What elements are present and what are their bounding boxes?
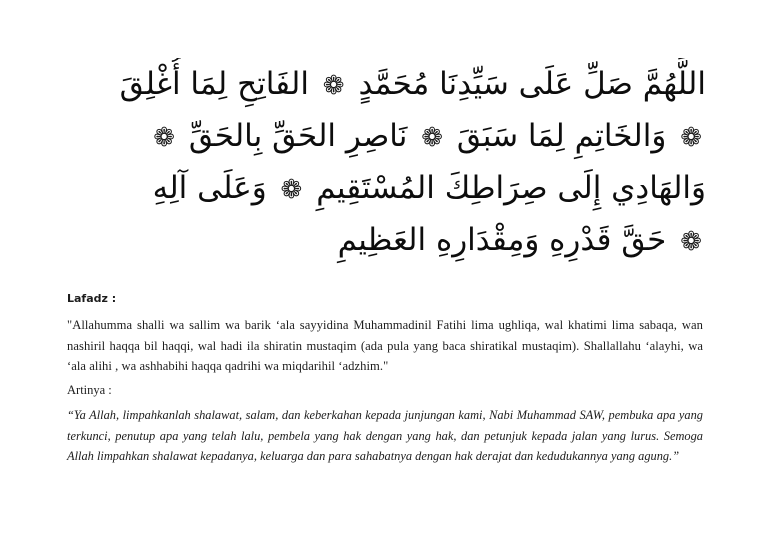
lafadz-heading: Lafadz : [67, 292, 117, 305]
flower-ornament-icon: ❁ [680, 227, 702, 257]
arabic-segment: اللَّهُمَّ صَلِّ عَلَى سَيِّدِنَا مُحَمَّدٍ [358, 66, 706, 102]
arabic-segment: نَاصِرِ الحَقِّ بِالحَقِّ [188, 118, 408, 154]
arabic-prayer [60, 58, 706, 266]
flower-ornament-icon: ❁ [322, 71, 345, 101]
arabic-line-1 [60, 58, 706, 110]
arabic-line-3 [60, 162, 706, 214]
arabic-segment: وَعَلَى آلِهِ [152, 170, 267, 206]
translation-paragraph: “Ya Allah, limpahkanlah shalawat, salam, dan keberkahan kepada junjungan kami, Nabi Muhammad SAW, pembuka apa yang terkunci, penutup apa yang telah lalu, pembela yang hak dengan yang hak, dan petunjuk kepada jalan yang lurus. Semoga Allah limpahkan shalawat kepadanya, keluarga dan para sahabatnya dengan hak derajat dan kedudukannya yang agung.” [67, 408, 703, 463]
arabic-segment: حَقَّ قَدْرِهِ وَمِقْدَارِهِ العَظِيمِ [337, 222, 667, 258]
arabic-segment: وَالهَادِي إِلَى صِرَاطِكَ المُسْتَقِيمِ [316, 170, 706, 206]
transliteration-paragraph: "Allahumma shalli wa sallim wa barik ‘ala sayyidina Muhammadinil Fatihi lima ughliqa, wal khatimi lima sabaqa, wan nashiril haqqa bil haqqi, wal hadi ila shiratin mustaqim (ada pula yang baca shiratikal mustaqim). Shallallahu ‘alayhi, wa ‘ala alihi , wa ashhabihi haqqa qadrihi wa miqdarihil ‘adzhim." [67, 318, 703, 373]
artinya-heading: Artinya : [67, 383, 112, 397]
flower-ornament-icon: ❁ [421, 123, 444, 153]
flower-ornament-icon: ❁ [153, 123, 175, 153]
arabic-line-2 [60, 110, 706, 162]
arabic-line-4 [60, 214, 706, 266]
flower-ornament-icon: ❁ [280, 175, 303, 205]
arabic-segment: الفَاتِحِ لِمَا أُغْلِقَ [119, 66, 309, 102]
arabic-segment: وَالخَاتِمِ لِمَا سَبَقَ [456, 118, 667, 154]
flower-ornament-icon: ❁ [680, 123, 702, 153]
